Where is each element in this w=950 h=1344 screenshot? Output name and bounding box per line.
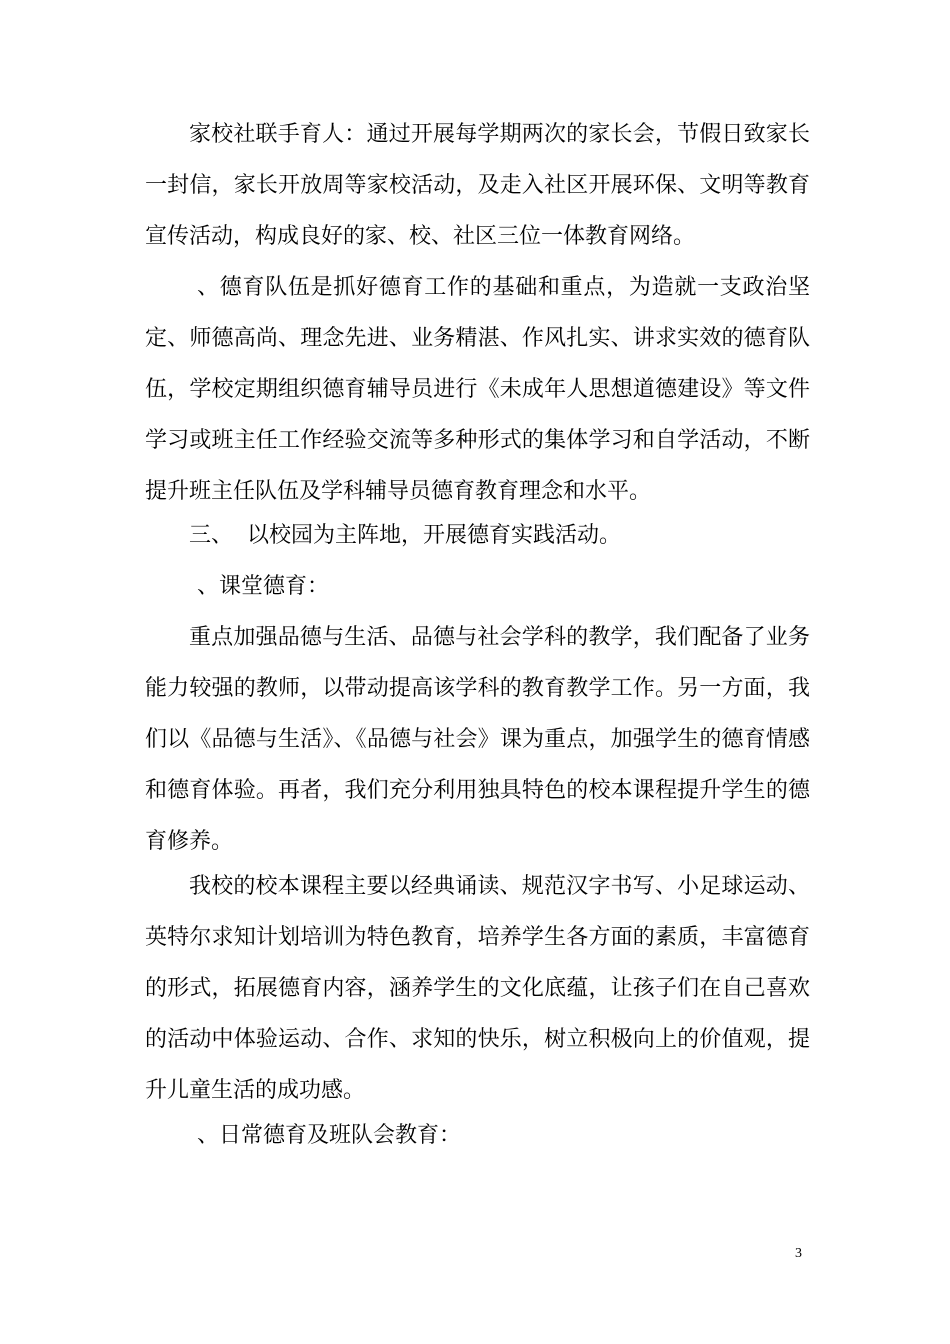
paragraph-home-school-community: 家校社联手育人：通过开展每学期两次的家长会，节假日致家长一封信，家长开放周等家校活动，及走入社区开展环保、文明等教育宣传活动，构成良好的家、校、社区三位一体教育网络。 xyxy=(145,122,810,249)
paragraph-school-curriculum: 我校的校本课程主要以经典诵读、规范汉字书写、小足球运动、英特尔求知计划培训为特色教育，培养学生各方面的素质，丰富德育的形式，拓展德育内容，涵养学生的文化底蕴，让孩子们在自己喜欢的活动中体验运动、合作、求知的快乐，树立积极向上的价值观，提升儿童生活的成功感。 xyxy=(145,874,810,1103)
page-number: 3 xyxy=(795,1246,802,1261)
section-heading-campus-practice: 三、 以校园为主阵地，开展德育实践活动。 xyxy=(189,523,621,548)
paragraph-moral-education-team: 、德育队伍是抓好德育工作的基础和重点，为造就一支政治坚定、师德高尚、理念先进、业务精湛、作风扎实、讲求实效的德育队伍，学校定期组织德育辅导员进行《未成年人思想道德建设》等文件学习或班主任工作经验交流等多种形式的集体学习和自学活动，不断提升班主任队伍及学科辅导员德育教育理念和水平。 xyxy=(145,275,810,504)
paragraph-classroom-subjects: 重点加强品德与生活、品德与社会学科的教学，我们配备了业务能力较强的教师，以带动提高该学科的教育教学工作。另一方面，我们以《品德与生活》、《品德与社会》课为重点，加强学生的德育情感和德育体验。再者，我们充分利用独具特色的校本课程提升学生的德育修养。 xyxy=(145,625,810,854)
subheading-daily-moral-education: 、日常德育及班队会教育： xyxy=(197,1123,462,1148)
subheading-classroom-moral-education: 、课堂德育： xyxy=(197,574,330,599)
